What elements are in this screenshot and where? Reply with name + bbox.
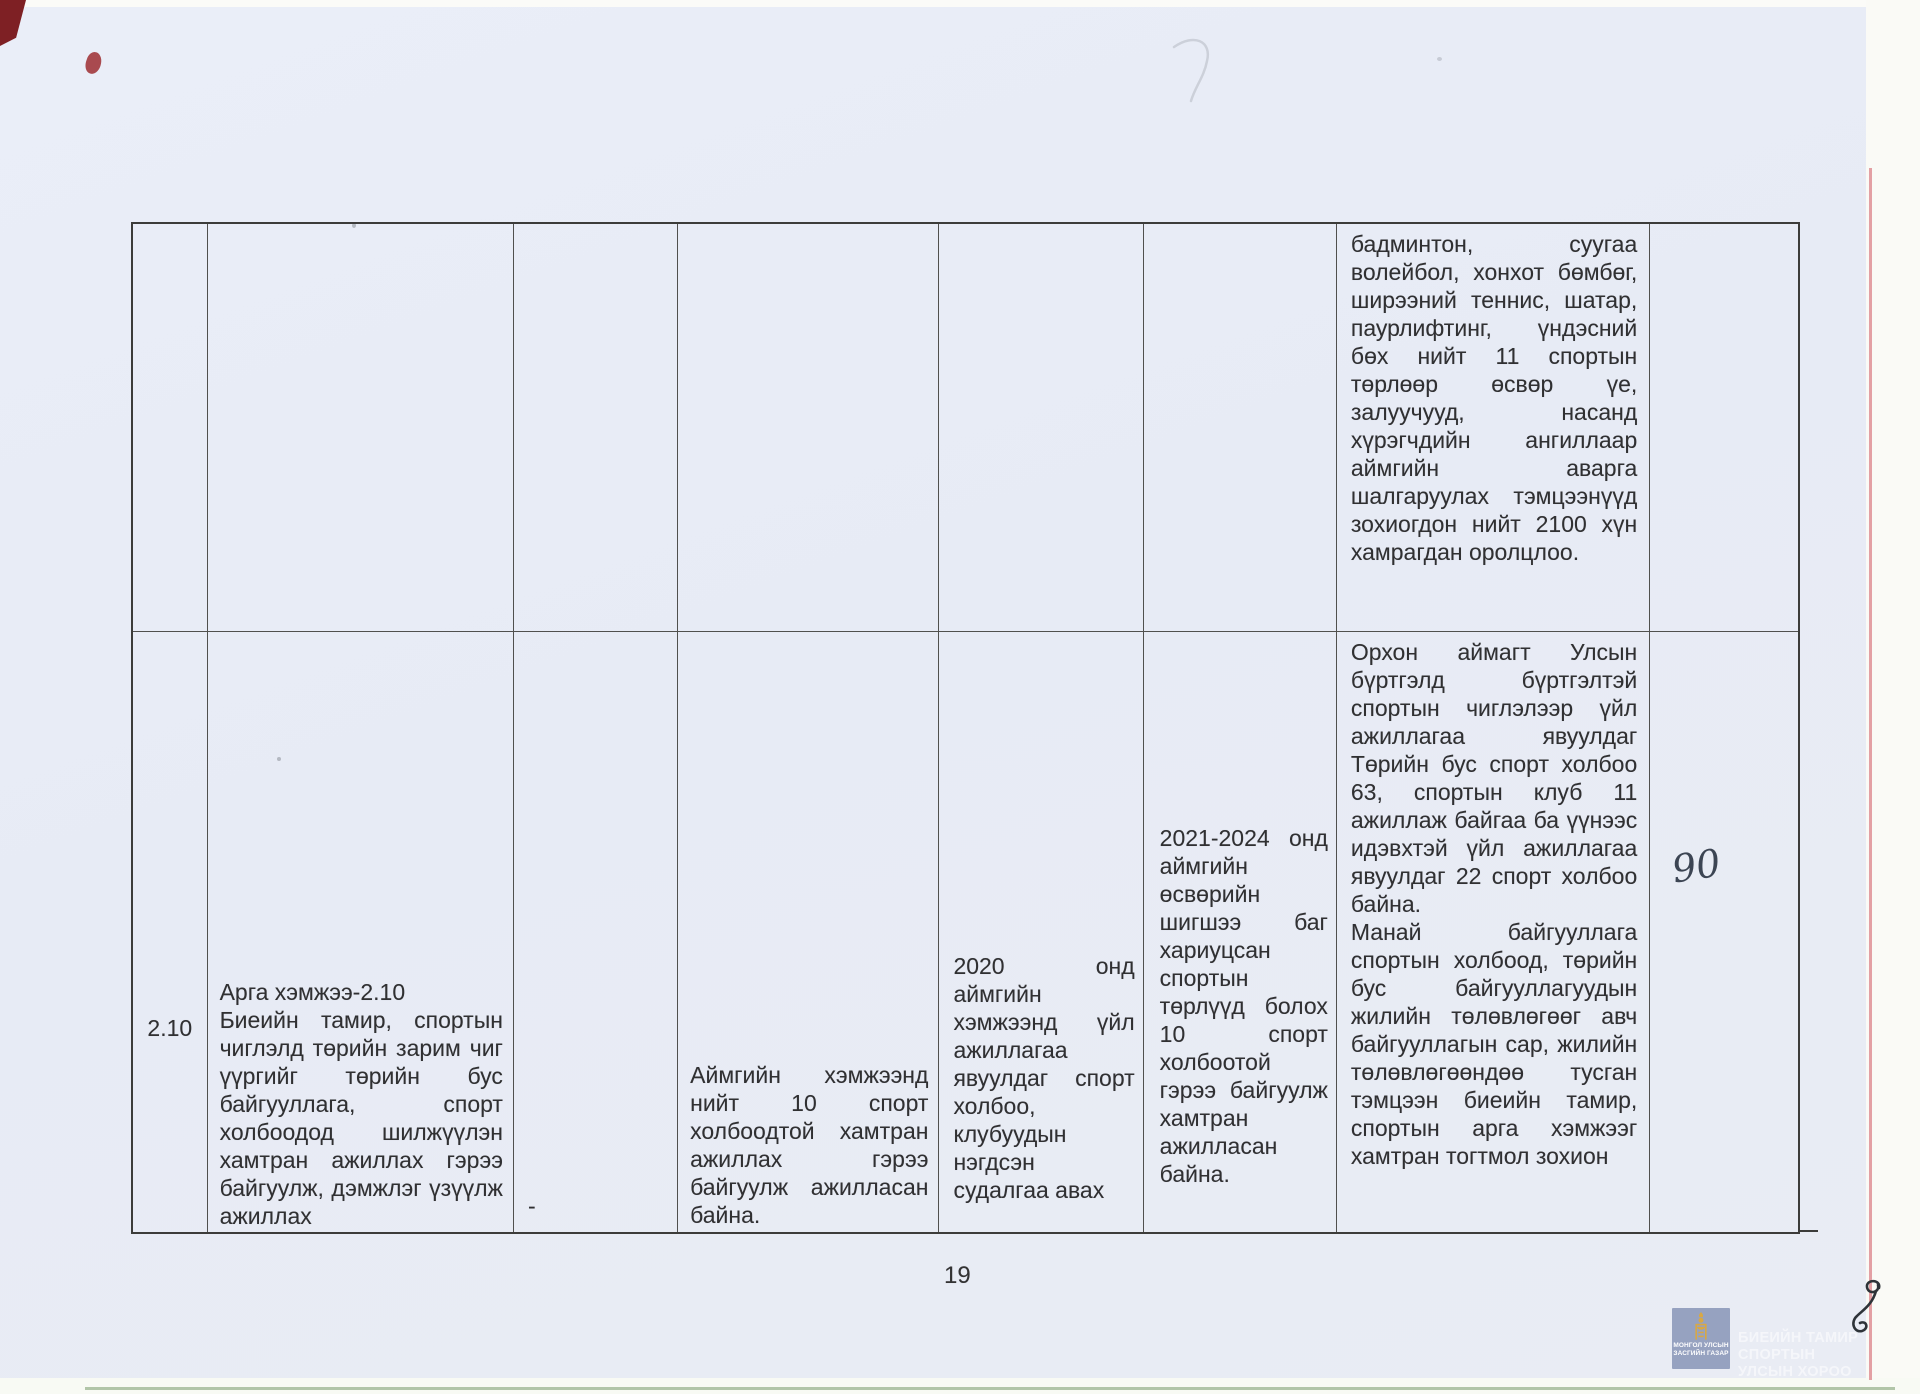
table-border-extension (1798, 1230, 1818, 1232)
watermark-line2: УЛСЫН ХОРОО (1738, 1364, 1852, 1380)
result-paragraph: бадминтон, суугаа волейбол, хонхот бөмбөг, ширээний теннис, шатар, паурлифтинг, үндэсний бөх нийт 11 спортын төрлөөр өсвөр үе, залуучууд, насанд хүрэгчдийн ангиллаар аймгийн аварга шалгаруулах тэмцээнүүд зохиогдон нийт 2100 хүн хамрагдан оролцлоо. (1350, 231, 1638, 565)
target-text: Аймгийн хэмжээнд нийт 10 спорт холбоодтой хамтран ажиллах гэрээ байгуулж ажилласан байна. (690, 1062, 929, 1228)
scan-speck (1437, 57, 1442, 61)
scan-edge-bottom (0, 1378, 1920, 1394)
cell-criteria-empty (1143, 223, 1336, 631)
scan-edge-top (0, 0, 1920, 7)
cell-result (1336, 631, 1649, 1233)
cell-index-empty (132, 223, 207, 631)
cell-baseline (513, 631, 677, 1233)
result-paragraph: Орхон аймагт Улсын бүртгэлд бүртгэлтэй спортын чиглэлээр үйл ажиллагаа явуулдаг Төрийн бус спорт холбоо 63, спортын клуб 11 ажиллаж байгаа ба үүнээс идэвхтэй үйл ажиллагаа явуулдаг 22 спорт холбоо байна. (1350, 638, 1638, 917)
cell-criteria-2021-2024 (1143, 631, 1336, 1233)
baseline-value: - (527, 1193, 536, 1219)
cell-score (1650, 631, 1799, 1233)
cell-measure (207, 631, 513, 1233)
watermark-text (1738, 1330, 1888, 1381)
table-row-continued (132, 223, 1799, 631)
cell-baseline-empty (513, 223, 677, 631)
cell-index (132, 631, 207, 1233)
soyombo-icon (1692, 1312, 1710, 1340)
paper-crease-mark (1160, 25, 1230, 110)
cell-score-empty (1650, 223, 1799, 631)
result-paragraph: Манай байгууллага спортын холбоод, төрийн бус байгууллагуудын жилийн төлөвлөгөөг авч байгууллагын сар, жилийн төлөвлөгөөндөө тусган тэмцээн биеийн тамир, спортын арга хэмжээг хамтран тогтмол зохион (1350, 918, 1638, 1169)
cell-measure-empty (207, 223, 513, 631)
page-number: 19 (944, 1262, 971, 1289)
measure-body: Биеийн тамир, спортын чиглэлд төрийн зарим чиг үүргийг төрийн бус байгууллага, спорт холбоодод шилжүүлэн хамтран ажиллах гэрээ байгуулж, дэмжлэг үзүүлж ажиллах (219, 1007, 503, 1229)
table-row-measure-2-10 (132, 631, 1799, 1233)
logo-text-line2: ЗАСГИЙН ГАЗАР (1673, 1349, 1729, 1357)
criteria-2020-text: 2020 онд аймгийн хэмжээнд үйл ажиллагаа явуулдаг спорт холбоо, клубуудын нэгдсэн судалгаа авах (953, 953, 1135, 1203)
cell-criteria-2020 (939, 631, 1143, 1233)
cell-target (678, 631, 939, 1233)
logo-text-line1: МОНГОЛ УЛСЫН (1673, 1342, 1729, 1349)
cell-criteria-empty (939, 223, 1143, 631)
scan-artifact-pink-line (1869, 168, 1872, 1380)
measure-index: 2.10 (147, 1015, 193, 1041)
criteria-2021-2024-text: 2021-2024 онд аймгийн өсвөрийн шигшээ баг хариуцсан спортын төрлүүд болох 10 спорт холбоотой гэрээ байгуулж хамтран ажилласан байна. (1159, 825, 1328, 1187)
cell-target-empty (678, 223, 939, 631)
handwritten-score: 90 (1668, 840, 1724, 892)
cell-result-continued (1336, 223, 1649, 631)
watermark-line1: БИЕИЙН ТАМИР СПОРТЫН (1738, 1330, 1859, 1363)
report-table (131, 222, 1800, 1234)
scan-artifact-green-line (85, 1387, 1895, 1390)
scan-edge-right (1866, 0, 1920, 1394)
government-logo (1672, 1308, 1730, 1369)
measure-title: Арга хэмжээ-2.10 (219, 979, 406, 1005)
